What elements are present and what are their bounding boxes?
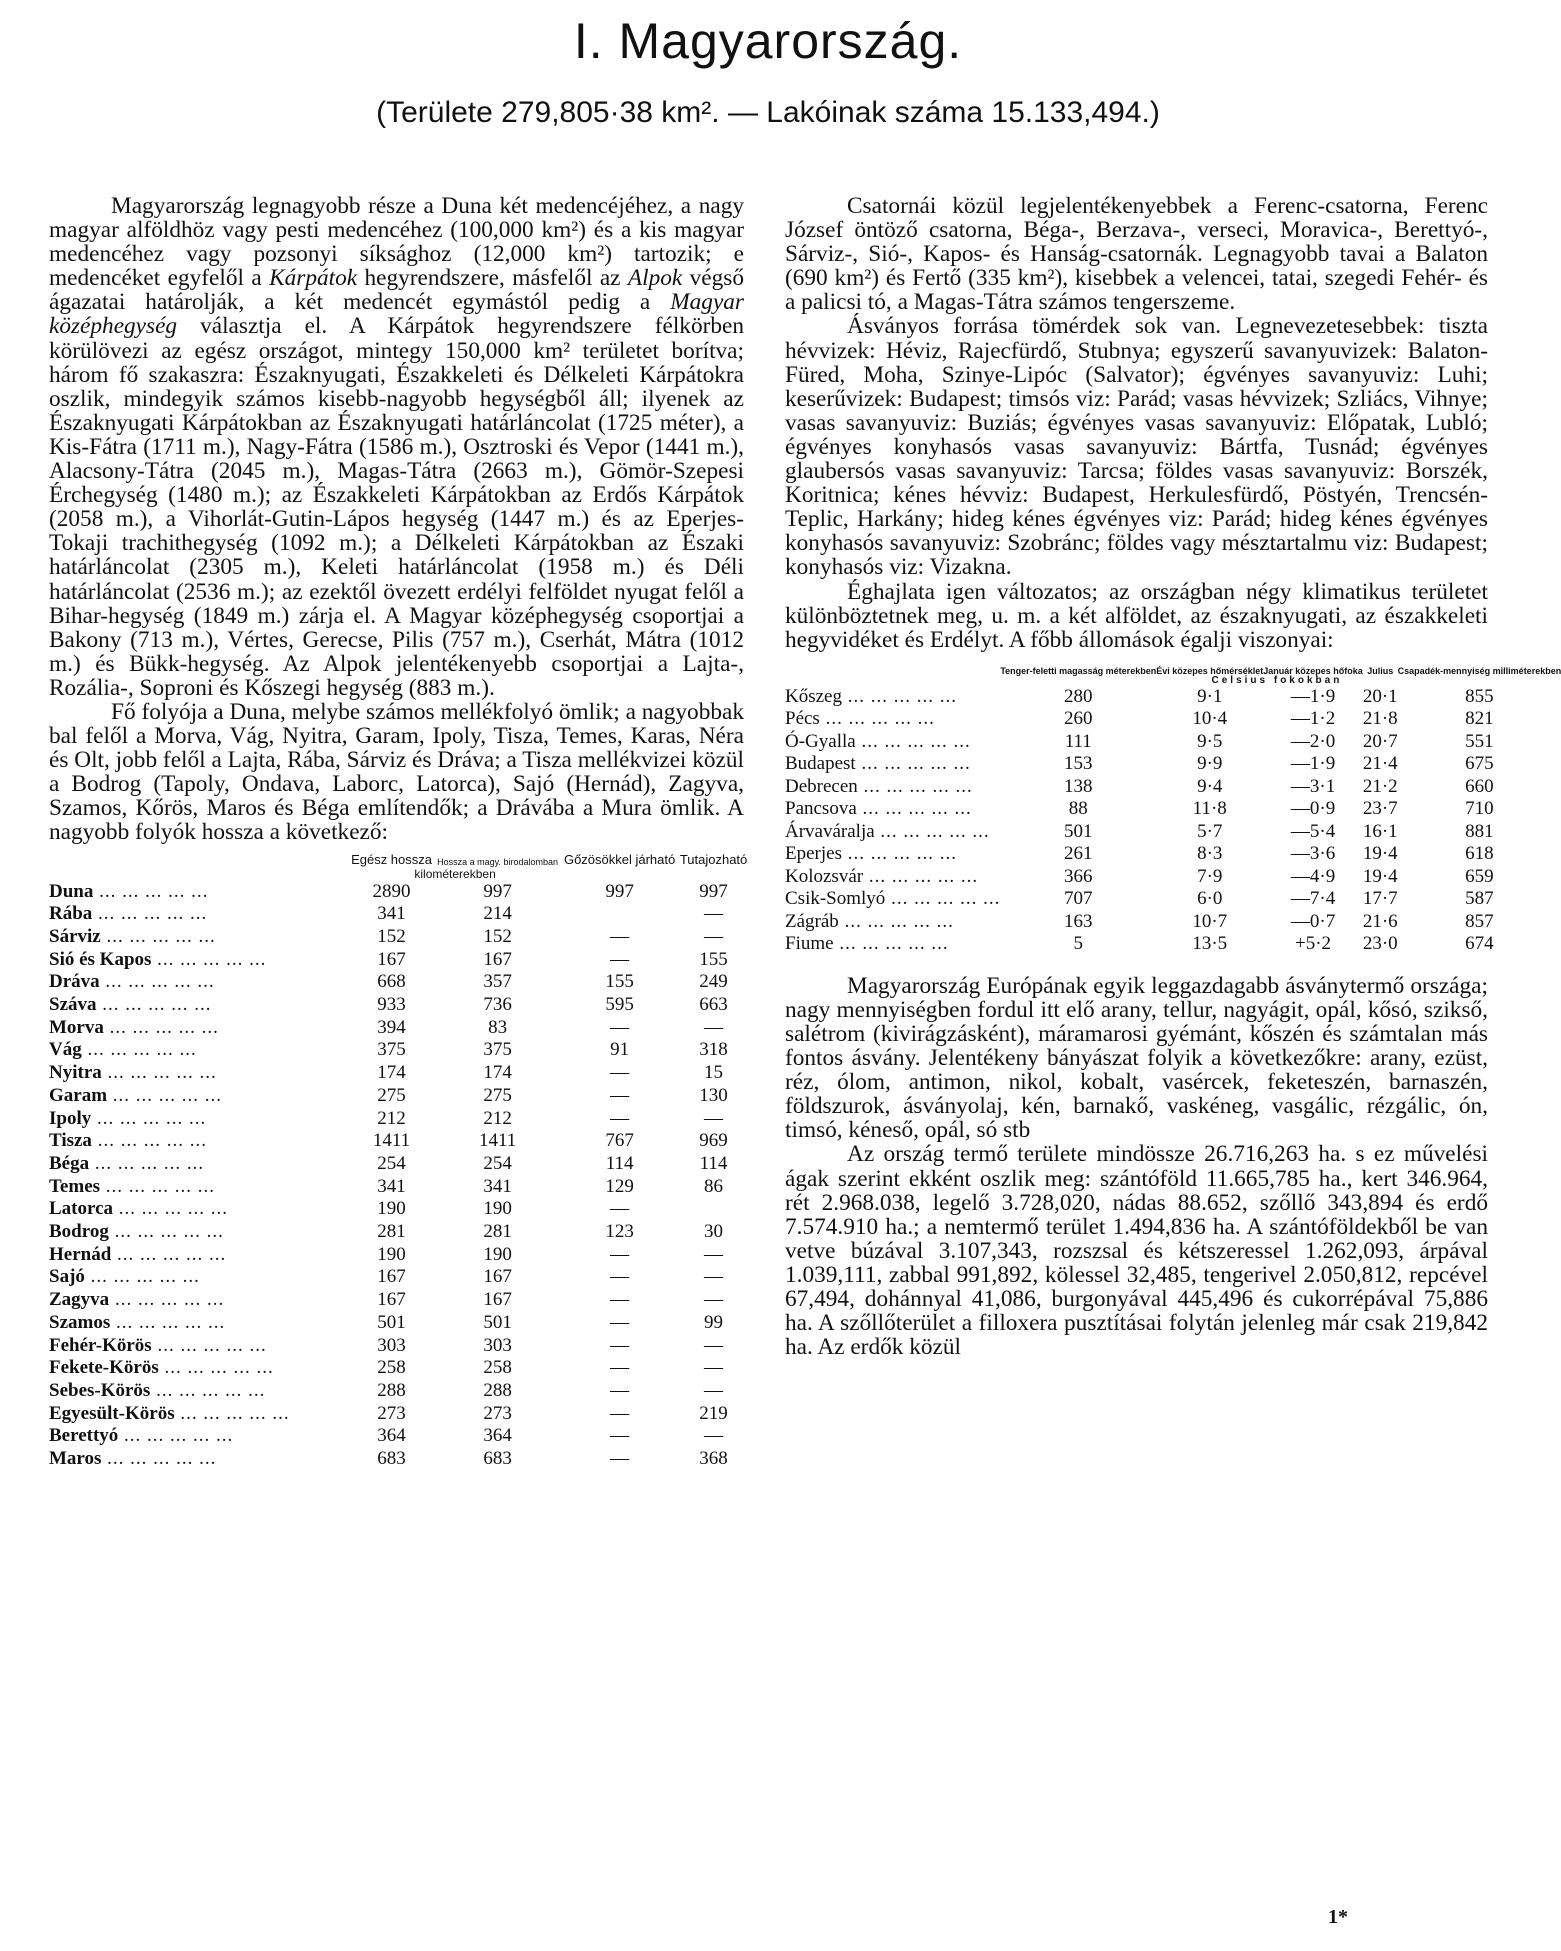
river-empire-length: 167	[483, 1289, 512, 1311]
table-row	[785, 686, 1561, 709]
river-raftable: 130	[699, 1084, 728, 1106]
river-name: Berettyó ... ... ... ... ...	[49, 1425, 234, 1447]
river-raftable: —	[704, 1266, 724, 1288]
right-column	[785, 193, 1561, 1361]
river-raftable: —	[704, 1334, 724, 1356]
river-name: Maros ... ... ... ... ...	[49, 1448, 217, 1470]
page-subtitle: (Területe 279,805·38 km². — Lakóinak száma 15.133,494.)	[376, 96, 1160, 129]
river-name: Sajó ... ... ... ... ...	[49, 1266, 200, 1288]
table-row	[785, 753, 1561, 776]
table-row	[49, 994, 749, 1017]
river-total-length: 2890	[372, 880, 411, 902]
station-name: Fiume ... ... ... ... ...	[785, 933, 949, 955]
table-row	[49, 1017, 749, 1040]
river-total-length: 190	[377, 1243, 406, 1265]
station-precipitation: 618	[1465, 843, 1494, 865]
station-annual-temp: 9·9	[1197, 753, 1223, 775]
station-altitude: 111	[1064, 730, 1092, 752]
climate-header-precipitation: Csapadék-mennyiség milliméterekben	[1397, 665, 1561, 676]
station-july-temp: 21·2	[1362, 775, 1398, 797]
river-raftable: 114	[699, 1152, 728, 1174]
station-precipitation: 587	[1465, 888, 1494, 910]
river-raftable: —	[704, 1289, 724, 1311]
station-annual-temp: 9·4	[1197, 775, 1223, 797]
table-row	[49, 1039, 749, 1062]
station-january-temp: —5·4	[1290, 820, 1336, 842]
station-january-temp: —3·1	[1290, 775, 1336, 797]
page-signature: 1*	[1328, 1906, 1348, 1928]
station-altitude: 707	[1064, 888, 1093, 910]
river-total-length: 167	[377, 1266, 406, 1288]
station-july-temp: 23·0	[1362, 933, 1398, 955]
river-steam-navigable: —	[610, 1448, 630, 1470]
river-total-length: 273	[377, 1402, 406, 1424]
paragraph-geography: Magyarország legnagyobb része a Duna két medencéjéhez, a nagy magyar alföldhöz vagy pesti medencéhez (100,000 km²) és a kis magyar medencéhez vagy pozsonyi síksághoz (12,000 km²) tartozik; e medencéket egyfelől a Kárpátok hegyrendszere, másfelől az Alpok végső ágazatai határolják, a két medencét egymástól pedig a Magyar középhegység választja el. A Kárpátok hegyrendszere félkörben körülövezi az egész országot, mintegy 150,000 km² területet borítva; három fő szakaszra: Északnyugati, Északkeleti és Délkeleti Kárpátokra oszlik, mindegyik számos kisebb-nagyobb hegységből áll; ilyenek az Északnyugati Kárpátokban az Északnyugati határláncolat (1725 méter), a Kis-Fátra (1711 m.), Nagy-Fátra (1586 m.), Osztroski és Vepor (1441 m.), Alacsony-Tátra (2045 m.), Magas-Tátra (2663 m.), Gömör-Szepesi Érchegység (1480 m.); az Északkeleti Kárpátokban az Erdős Kárpátok (2058 m.), a Vihorlát-Gutin-Lápos hegység (1447 m.) és az Eperjes-Tokaji trachithegység (1092 m.); a Délkeleti Kárpátokban az Északi határláncolat (2305 m.), Keleti határláncolat (1958 m.) és Déli határláncolat (2536 m.); az ezektől övezett erdélyi felföldet nyugat felől a Bihar-hegység (1849 m.) zárja el. A Magyar középhegység csoportjai a Bakony (713 m.), Vértes, Gerecse, Pilis (757 m.), Cserhát, Mátra (1012 m.) és Bükk-hegység. Az Alpok jelentékenyebb csoportjai a Lajta-, Rozália-, Soproni és Kőszegi hegység (883 m.).	[49, 193, 744, 701]
station-precipitation: 881	[1465, 820, 1494, 842]
station-altitude: 138	[1064, 775, 1093, 797]
table-row	[49, 1085, 749, 1108]
river-empire-length: 190	[483, 1243, 512, 1265]
station-july-temp: 21·6	[1362, 910, 1398, 932]
river-empire-length: 357	[483, 971, 512, 993]
river-steam-navigable: 155	[605, 971, 634, 993]
river-steam-navigable	[561, 903, 678, 926]
station-precipitation: 674	[1465, 933, 1494, 955]
station-name: Csik-Somlyó ... ... ... ... ...	[785, 888, 1001, 910]
river-empire-length: 167	[483, 1266, 512, 1288]
page-title: I. Magyarország.	[573, 13, 963, 69]
station-annual-temp: 9·5	[1197, 730, 1223, 752]
river-empire-length: 683	[483, 1448, 512, 1470]
table-row	[785, 911, 1561, 934]
station-july-temp: 23·7	[1362, 798, 1398, 820]
river-total-length: 375	[377, 1039, 406, 1061]
river-empire-length: 736	[483, 994, 512, 1016]
table-row	[49, 949, 749, 972]
table-row	[785, 933, 1561, 956]
river-total-length: 288	[377, 1380, 406, 1401]
river-name: Dráva ... ... ... ... ...	[49, 971, 215, 993]
river-empire-length: 254	[483, 1152, 512, 1174]
table-row	[49, 1221, 749, 1244]
river-empire-length: 275	[483, 1084, 512, 1106]
river-steam-navigable: —	[610, 1357, 630, 1379]
station-altitude: 260	[1064, 708, 1093, 730]
station-altitude: 261	[1064, 843, 1093, 865]
river-raftable	[678, 1198, 749, 1221]
table-row	[49, 1266, 749, 1289]
river-steam-navigable: —	[610, 1062, 630, 1084]
table-row	[49, 1448, 749, 1471]
river-total-length: 275	[377, 1084, 406, 1106]
paragraph-canals: Csatornái közül legjelentékenyebbek a Ferenc-csatorna, Ferenc József öntöző csatorna, Béga-, Berzava-, verseci, Moravica-, Berettyó-, Sárviz-, Sió-, Kapos- és Hanság-csatornák. Legnagyobb tavai a Balaton (690 km²) és Fertő (335 km²), kisebbek a velencei, tatai, szegedi Fehér- és a palicsi tó, a Magas-Tátra számos tengerszeme.	[785, 193, 1488, 316]
river-name: Rába ... ... ... ... ...	[49, 903, 208, 925]
river-empire-length: 341	[483, 1175, 512, 1197]
table-row	[49, 1130, 749, 1153]
station-july-temp: 19·4	[1362, 865, 1398, 887]
table-row	[785, 708, 1561, 731]
rivers-table	[49, 853, 749, 1471]
river-raftable: —	[704, 1357, 724, 1379]
station-july-temp: 21·4	[1362, 753, 1398, 775]
river-raftable: 368	[699, 1448, 728, 1470]
river-empire-length: 375	[483, 1039, 512, 1061]
table-row	[49, 971, 749, 994]
river-empire-length: 273	[483, 1402, 512, 1424]
station-january-temp: —1·9	[1290, 685, 1336, 707]
station-precipitation: 659	[1465, 865, 1494, 887]
station-name: Kőszeg ... ... ... ... ...	[785, 685, 957, 707]
river-total-length: 341	[377, 1175, 406, 1197]
river-total-length: 501	[377, 1311, 406, 1333]
river-empire-length: 258	[483, 1357, 512, 1379]
river-raftable: 86	[704, 1175, 724, 1197]
station-altitude: 280	[1064, 685, 1093, 707]
station-name: Pécs ... ... ... ... ...	[785, 708, 935, 730]
table-row	[49, 1176, 749, 1199]
river-name: Duna ... ... ... ... ...	[49, 880, 209, 902]
station-january-temp: +5·2	[1295, 933, 1332, 955]
river-empire-length: 288	[483, 1380, 512, 1401]
station-january-temp: —2·0	[1290, 730, 1336, 752]
river-steam-navigable: —	[610, 1311, 630, 1333]
river-empire-length: 174	[483, 1062, 512, 1084]
river-empire-length: 281	[483, 1221, 512, 1243]
river-raftable: —	[704, 1016, 724, 1038]
river-name: Zagyva ... ... ... ... ...	[49, 1289, 225, 1311]
river-name: Sió és Kapos ... ... ... ... ...	[49, 948, 267, 970]
table-row	[49, 881, 749, 904]
table-row	[785, 731, 1561, 754]
river-raftable: 99	[704, 1311, 724, 1333]
river-name: Hernád ... ... ... ... ...	[49, 1243, 227, 1265]
station-annual-temp: 13·5	[1192, 933, 1228, 955]
station-january-temp: —1·9	[1290, 753, 1336, 775]
river-total-length: 394	[377, 1016, 406, 1038]
river-raftable: —	[704, 1107, 724, 1129]
table-row	[785, 798, 1561, 821]
river-steam-navigable: —	[610, 1016, 630, 1038]
station-name: Árvaváralja ... ... ... ... ...	[785, 820, 990, 842]
table-row	[49, 1153, 749, 1176]
station-altitude: 501	[1064, 820, 1093, 842]
station-precipitation: 710	[1465, 798, 1494, 820]
river-steam-navigable: —	[610, 1084, 630, 1106]
station-annual-temp: 7·9	[1197, 865, 1223, 887]
climate-header-january: Január közepes hőfoka	[1263, 665, 1363, 676]
station-annual-temp: 10·7	[1192, 910, 1228, 932]
station-altitude: 5	[1073, 933, 1083, 955]
river-total-length: 933	[377, 994, 406, 1016]
river-steam-navigable: —	[610, 1289, 630, 1311]
river-name: Szamos ... ... ... ... ...	[49, 1311, 226, 1333]
paragraph-rivers: Fő folyója a Duna, melybe számos mellékfolyó ömlik; a nagyobbak bal felől a Morva, Vág, Nyitra, Garam, Ipoly, Tisza, Temes, Karas, Néra és Olt, jobb felől a Lajta, Rába, Sárviz és Dráva; a Tisza mellékvizei közül a Bodrog (Tapoly, Ondava, Laborc, Latorca), Sajó (Hernád), Zagyva, Szamos, Kőrös, Maros és Béga említendők; a Drávába a Mura ömlik. A nagyobb folyók hossza a következő:	[49, 698, 744, 846]
river-name: Fekete-Körös ... ... ... ... ...	[49, 1357, 274, 1379]
river-steam-navigable: —	[610, 1107, 630, 1129]
river-total-length: 190	[377, 1198, 406, 1220]
river-steam-navigable: 129	[605, 1175, 634, 1197]
station-january-temp: —4·9	[1290, 865, 1336, 887]
station-precipitation: 821	[1465, 708, 1494, 730]
river-total-length: 364	[377, 1425, 406, 1447]
station-precipitation: 855	[1465, 685, 1494, 707]
table-row	[49, 1062, 749, 1085]
river-name: Sebes-Körös ... ... ... ... ...	[49, 1380, 266, 1401]
station-annual-temp: 8·3	[1197, 843, 1223, 865]
table-row	[49, 1312, 749, 1335]
table-row	[49, 1403, 749, 1426]
river-name: Garam ... ... ... ... ...	[49, 1084, 223, 1106]
river-empire-length: 997	[483, 880, 512, 902]
river-raftable: 997	[699, 880, 728, 902]
climate-header-altitude: Tenger-feletti magasság méterekben	[1000, 665, 1157, 676]
rivers-header-total: Egész hossza	[351, 851, 432, 867]
station-name: Kolozsvár ... ... ... ... ...	[785, 865, 979, 887]
river-name: Tisza ... ... ... ... ...	[49, 1130, 207, 1152]
station-name: Budapest ... ... ... ... ...	[785, 753, 971, 775]
river-steam-navigable: —	[610, 1243, 630, 1265]
river-total-length: 303	[377, 1334, 406, 1356]
river-total-length: 152	[377, 925, 406, 947]
table-row	[785, 843, 1561, 866]
station-precipitation: 660	[1465, 775, 1494, 797]
station-january-temp: —7·4	[1290, 888, 1336, 910]
river-name: Egyesült-Körös ... ... ... ... ...	[49, 1402, 290, 1424]
river-empire-length: 190	[483, 1198, 512, 1220]
station-name: Pancsova ... ... ... ... ...	[785, 798, 972, 820]
river-total-length: 212	[377, 1107, 406, 1129]
station-january-temp: —1·2	[1290, 708, 1336, 730]
river-empire-length: 1411	[478, 1130, 517, 1152]
river-raftable: 15	[704, 1062, 724, 1084]
river-name: Bodrog ... ... ... ... ...	[49, 1221, 224, 1243]
river-empire-length: 364	[483, 1425, 512, 1447]
climate-unit: Celsius fokokban	[1211, 674, 1343, 686]
station-july-temp: 19·4	[1362, 843, 1398, 865]
table-row	[785, 866, 1561, 889]
station-january-temp: —0·7	[1290, 910, 1336, 932]
river-steam-navigable: —	[610, 1266, 630, 1288]
station-altitude: 153	[1064, 753, 1093, 775]
station-name: Debrecen ... ... ... ... ...	[785, 775, 973, 797]
rivers-header-raft: Tutajozható	[679, 851, 748, 867]
river-raftable: 155	[699, 948, 728, 970]
river-steam-navigable: —	[610, 1334, 630, 1356]
river-name: Sárviz ... ... ... ... ...	[49, 925, 216, 947]
river-steam-navigable: —	[610, 1198, 630, 1220]
station-precipitation: 857	[1465, 910, 1494, 932]
river-empire-length: 83	[488, 1016, 508, 1038]
rivers-header-empire: Hossza a magy. birodalomban	[437, 856, 559, 867]
river-name: Morva ... ... ... ... ...	[49, 1016, 219, 1038]
river-name: Béga ... ... ... ... ...	[49, 1152, 205, 1174]
paragraph-minerals: Magyarország Európának egyik leggazdagabb ásványtermő országa; nagy mennyiségben fordul itt elő arany, tellur, nagyágit, opál, kősó, szikső, salétrom (kivirágzásként), máramarosi gyémánt, kőszén és számtalan más fontos ásvány. Jelentékeny bányászat folyik a következőkre: arany, ezüst, réz, ólom, antimon, nikol, kobalt, vasércek, feketeszén, barnaszén, földszurok, ásványolaj, kén, barnakő, vaskéneg, vasgálic, rézgálic, ón, timsó, kéneső, opál, só stb	[785, 972, 1488, 1144]
river-name: Vág ... ... ... ... ...	[49, 1039, 197, 1061]
river-steam-navigable: 123	[605, 1221, 634, 1243]
paragraph-springs: Ásványos forrása tömérdek sok van. Legnevezetesebbek: tiszta hévvizek: Héviz, Rajecfürdő, Stubnya; egyszerű savanyuvizek: Balaton-Füred, Moha, Szinye-Lipóc (Salvator); égvényes savanyuviz: Luhi; keserűvizek: Budapest; timsós viz: Parád; vasas hévvizek; Szliács, Vihnye; vasas savanyuviz: Buziás; égvényes vasas savanyuviz: Előpatak, Lubló; égvényes konyhasós vasas savanyuviz: Bártfa, Tusnád; égvényes glaubersós vasas savanyuviz: Tarcsa; földes vasas savanyuviz: Borszék, Koritnica; kénes hévviz: Budapest, Herkulesfürdő, Pöstyén, Trencsén-Teplic, Harkány; hideg kénes égvényes viz: Parád; hideg kénes égvényes konyhasós savanyuviz: Szobránc; földes vagy mésztartalmu viz: Budapest; konyhasós viz: Vizakna.	[785, 313, 1488, 581]
station-annual-temp: 10·4	[1192, 708, 1228, 730]
river-steam-navigable: —	[610, 1425, 630, 1447]
river-total-length: 668	[377, 971, 406, 993]
river-steam-navigable: —	[610, 1402, 630, 1424]
table-row	[49, 1289, 749, 1312]
station-name: Zágráb ... ... ... ... ...	[785, 910, 954, 932]
river-steam-navigable: 997	[605, 880, 634, 902]
climate-table	[785, 666, 1561, 956]
river-empire-length: 501	[483, 1311, 512, 1333]
table-row	[49, 1108, 749, 1131]
station-july-temp: 17·7	[1362, 888, 1398, 910]
river-raftable: —	[704, 1243, 724, 1265]
table-row	[785, 888, 1561, 911]
station-july-temp: 20·7	[1362, 730, 1398, 752]
river-total-length: 341	[377, 903, 406, 925]
river-total-length: 1411	[372, 1130, 411, 1152]
paragraph-land-use: Az ország termő területe mindössze 26.716,263 ha. s ez művelési ágak szerint ekként oszlik meg: szántóföld 11.665,785 ha., kert 346.964, rét 2.968.038, legelő 3.728,020, nádas 88.652, szőllő 343,894 és erdő 7.574.910 ha.; a nemtermő terület 1.494,836 ha. A szántóföldekből be van vetve búzával 3.107,343, rozszsal és kétszeressel 1.262,093, árpával 1.039,111, zabbal 991,892, kölessel 32,485, tengerivel 2.050,812, repcével 67,494, dohánnyal 41,086, burgonyával 445,496 és cukorrépával 75,886 ha. A szőllőterület a filloxera pusztításai folytán jelenleg már csak 219,842 ha. Az erdők közül	[785, 1141, 1488, 1361]
river-raftable: 249	[699, 971, 728, 993]
station-altitude: 163	[1064, 910, 1093, 932]
table-row	[49, 1380, 749, 1403]
river-empire-length: 152	[483, 925, 512, 947]
station-annual-temp: 6·0	[1197, 888, 1223, 910]
rivers-unit: kilométerekben	[414, 866, 496, 881]
river-raftable: —	[704, 1380, 724, 1401]
river-steam-navigable: 91	[610, 1039, 630, 1061]
river-steam-navigable: 767	[605, 1130, 634, 1152]
river-raftable: 969	[699, 1130, 728, 1152]
station-name: Ó-Gyalla ... ... ... ... ...	[785, 730, 971, 752]
station-altitude: 366	[1064, 865, 1093, 887]
rivers-table-body	[49, 881, 749, 1471]
station-july-temp: 21·8	[1362, 708, 1398, 730]
table-row	[49, 1335, 749, 1358]
station-precipitation: 675	[1465, 753, 1494, 775]
river-steam-navigable: —	[610, 925, 630, 947]
river-raftable: 219	[699, 1402, 728, 1424]
station-january-temp: —0·9	[1290, 798, 1336, 820]
station-july-temp: 16·1	[1362, 820, 1398, 842]
climate-header-july: Julius	[1367, 665, 1394, 676]
table-row	[49, 1357, 749, 1380]
river-total-length: 167	[377, 948, 406, 970]
river-name: Nyitra ... ... ... ... ...	[49, 1062, 217, 1084]
river-empire-length: 167	[483, 948, 512, 970]
river-name: Ipoly ... ... ... ... ...	[49, 1107, 207, 1129]
station-precipitation: 551	[1465, 730, 1494, 752]
river-raftable: —	[704, 903, 724, 925]
station-name: Eperjes ... ... ... ... ...	[785, 843, 957, 865]
river-raftable: 318	[699, 1039, 728, 1061]
river-empire-length: 212	[483, 1107, 512, 1129]
station-annual-temp: 11·8	[1192, 798, 1227, 820]
station-altitude: 88	[1068, 798, 1088, 820]
table-row	[49, 1244, 749, 1267]
river-name: Latorca ... ... ... ... ...	[49, 1198, 229, 1220]
climate-header-annual: Évi közepes hőmérséklet	[1156, 665, 1264, 676]
table-row	[49, 926, 749, 949]
river-name: Temes ... ... ... ... ...	[49, 1175, 216, 1197]
river-raftable: —	[704, 1425, 724, 1447]
table-row	[49, 903, 749, 926]
river-raftable: 663	[699, 994, 728, 1016]
river-raftable: —	[704, 925, 724, 947]
rivers-header-steam: Gőzösökkel járható	[563, 851, 676, 867]
station-january-temp: —3·6	[1290, 843, 1336, 865]
climate-table-body	[785, 686, 1561, 956]
river-total-length: 683	[377, 1448, 406, 1470]
river-steam-navigable: —	[610, 1380, 630, 1401]
river-name: Fehér-Körös ... ... ... ... ...	[49, 1334, 267, 1356]
station-annual-temp: 5·7	[1197, 820, 1223, 842]
river-steam-navigable: 114	[605, 1152, 634, 1174]
river-empire-length: 214	[483, 903, 512, 925]
river-name: Száva ... ... ... ... ...	[49, 994, 212, 1016]
river-total-length: 174	[377, 1062, 406, 1084]
station-annual-temp: 9·1	[1197, 685, 1223, 707]
table-row	[785, 821, 1561, 844]
river-total-length: 258	[377, 1357, 406, 1379]
river-steam-navigable: —	[610, 948, 630, 970]
table-row	[785, 776, 1561, 799]
table-row	[49, 1425, 749, 1448]
river-steam-navigable: 595	[605, 994, 634, 1016]
river-total-length: 254	[377, 1152, 406, 1174]
left-column	[49, 193, 748, 1471]
paragraph-climate: Éghajlata igen változatos; az országban négy klimatikus területet különböztetnek meg, u. m. a két alföldet, az északnyugati, az északkeleti hegyvidéket és Erdélyt. A főbb állomások égalji viszonyai:	[785, 578, 1488, 653]
river-empire-length: 303	[483, 1334, 512, 1356]
river-total-length: 167	[377, 1289, 406, 1311]
river-raftable: 30	[704, 1221, 724, 1243]
station-july-temp: 20·1	[1362, 685, 1398, 707]
table-row	[49, 1198, 749, 1221]
river-total-length: 281	[377, 1221, 406, 1243]
